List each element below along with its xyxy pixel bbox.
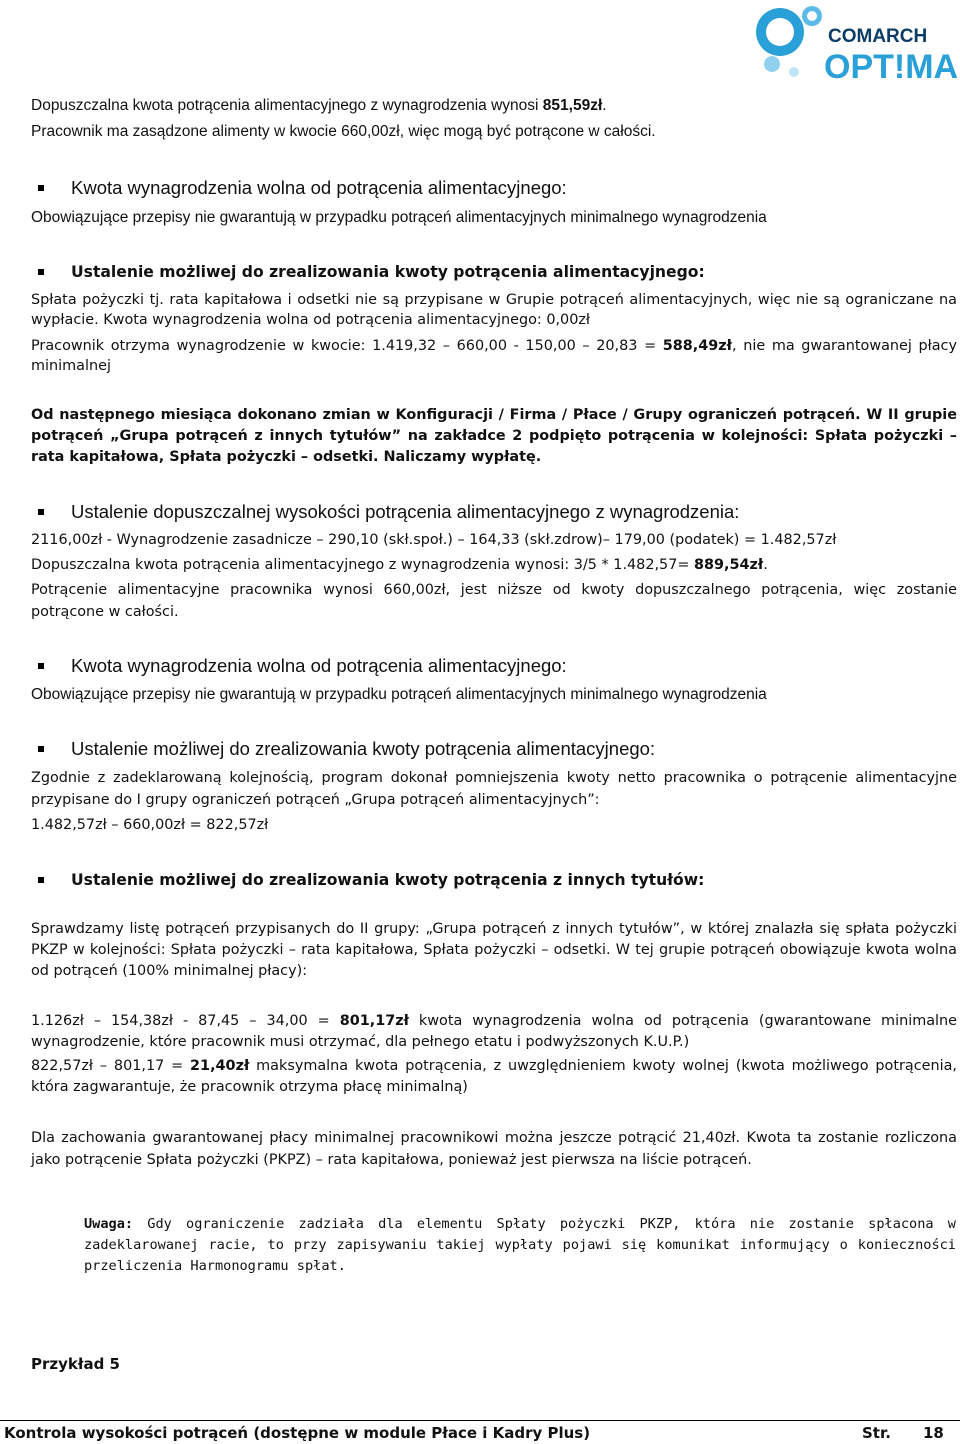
heading-possible-deduction-1: Ustalenie możliwej do zrealizowania kwoty potrącenia alimentacyjnego: xyxy=(38,262,705,282)
summary-line-2: Pracownik ma zasądzone alimenty w kwocie 660,00zł, więc mogą być potrącone w całości. xyxy=(31,123,656,140)
bullet-icon xyxy=(38,877,44,883)
guaranteed-pay-paragraph: Dla zachowania gwarantowanej płacy minimalnej pracownikowi można jeszcze potrącić 21,40zł. Kwota ta zostanie rozliczona jako potrącenie Spłata pożyczki (PKPZ) – rata kapitałowa, ponieważ jest pierwsza na liście potrąceń. xyxy=(31,1130,957,1168)
brand-bottom-text: OPT!MA xyxy=(824,48,959,84)
heading-free-amount-2: Kwota wynagrodzenia wolna od potrącenia alimentacyjnego: xyxy=(38,656,567,676)
brand-top-text: COMARCH xyxy=(828,26,928,47)
heading-other-deductions: Ustalenie możliwej do zrealizowania kwoty potrącenia z innych tytułów: xyxy=(38,870,704,890)
bullet-icon xyxy=(38,663,44,669)
second-group-paragraph: Sprawdzamy listę potrąceń przypisanych do II grupy: „Grupa potrąceń z innych tytułów”, w której znalazła się spłata pożyczki PKZP w kolejności: Spłata pożyczki – rata kapitałowa, Spłata pożyczki – odsetki. W tej grupie potrąceń obowiązuje kwota wolna od potrąceń (100% minimalnej płacy): xyxy=(31,921,957,979)
bullet-icon xyxy=(38,269,44,275)
footer-page-label: Str. xyxy=(862,1424,891,1442)
bullet-icon xyxy=(38,509,44,515)
comarch-optima-logo xyxy=(750,2,960,84)
allowed-deduction-line: Dopuszczalna kwota potrącenia alimentacyjnego z wynagrodzenia wynosi: 3/5 * 1.482,57= 889,54zł. xyxy=(31,557,768,573)
net-calc-line: 1.482,57zł – 660,00zł = 822,57zł xyxy=(31,817,269,833)
footer-divider xyxy=(0,1420,960,1421)
footer-page-number: 18 xyxy=(923,1424,944,1442)
config-change-paragraph: Od następnego miesiąca dokonano zmian w Konfiguracji / Firma / Płace / Grupy ograniczeń potrąceń. W II grupie potrąceń „Grupa potrąceń z innych tytułów” na zakładce 2 podpięto potrącenia w kolejności: Spłata pożyczki – rata kapitałowa, Spłata pożyczki – odsetki. Naliczamy wypłatę. xyxy=(31,407,957,465)
footer-title: Kontrola wysokości potrąceń (dostępne w module Płace i Kadry Plus) xyxy=(4,1424,591,1442)
free-amount-text-1: Obowiązujące przepisy nie gwarantują w przypadku potrąceń alimentacyjnych minimalnego wynagrodzenia xyxy=(31,209,767,226)
payout-paragraph: Pracownik otrzyma wynagrodzenie w kwocie: 1.419,32 – 660,00 - 150,00 – 20,83 = 588,49zł, nie ma gwarantowanej płacy minimalnej xyxy=(31,338,957,374)
free-amount-calc-paragraph: 1.126zł – 154,38zł - 87,45 – 34,00 = 801,17zł kwota wynagrodzenia wolna od potrącenia (gwarantowane minimalne wynagrodzenie, które pracownik musi otrzymać, dla pełnego etatu i podwyższonych K.U.P.) xyxy=(31,1013,958,1050)
note-label: Uwaga: xyxy=(84,1216,134,1232)
heading-possible-deduction-2: Ustalenie możliwej do zrealizowania kwoty potrącenia alimentacyjnego: xyxy=(38,739,655,759)
salary-calc-line: 2116,00zł - Wynagrodzenie zasadnicze – 290,10 (skł.społ.) – 164,33 (skł.zdrow)– 179,00 (podatek) = 1.482,57zł xyxy=(31,532,837,548)
declared-order-paragraph: Zgodnie z zadeklarowaną kolejnością, program dokonał pomniejszenia kwoty netto pracownika o potrącenie alimentacyjne przypisane do I grupy ograniczeń potrąceń „Grupa potrąceń alimentacyjnych”: xyxy=(31,770,957,808)
bullet-icon xyxy=(38,746,44,752)
example-label: Przykład 5 xyxy=(31,1355,120,1373)
heading-allowed-deduction: Ustalenie dopuszczalnej wysokości potrącenia alimentacyjnego z wynagrodzenia: xyxy=(38,502,739,522)
max-deduction-paragraph: 822,57zł – 801,17 = 21,40zł maksymalna kwota potrącenia, z uwzględnieniem kwoty wolnej (kwota możliwego potrącenia, która zagwarantuje, że pracownik otrzyma płacę minimalną) xyxy=(31,1058,958,1095)
bubbles-icon xyxy=(756,6,822,77)
deduction-full-paragraph: Potrącenie alimentacyjne pracownika wynosi 660,00zł, jest niższe od kwoty dopuszczalnego potrącenia, więc zostanie potrącone w całości. xyxy=(31,582,957,620)
bullet-icon xyxy=(38,185,44,191)
summary-line-1: Dopuszczalna kwota potrącenia alimentacyjnego z wynagrodzenia wynosi 851,59zł. xyxy=(31,97,607,114)
heading-free-amount-1: Kwota wynagrodzenia wolna od potrącenia alimentacyjnego: xyxy=(38,178,567,198)
warning-note: Uwaga: Gdy ograniczenie zadziała dla elementu Spłaty pożyczki PKZP, która nie zostanie spłacona w zadeklarowanej racie, to przy zapisywaniu takiej wypłaty pojawi się komunikat informujący o konieczności przeliczenia Harmonogramu spłat. xyxy=(84,1216,956,1274)
loan-paragraph: Spłata pożyczki tj. rata kapitałowa i odsetki nie są przypisane w Grupie potrąceń alimentacyjnych, więc nie są ograniczane na wypłacie. Kwota wynagrodzenia wolna od potrącenia alimentacyjnego: 0,00zł xyxy=(31,292,957,328)
optima-logo-graphic xyxy=(750,2,960,84)
free-amount-text-2: Obowiązujące przepisy nie gwarantują w przypadku potrąceń alimentacyjnych minimalnego wynagrodzenia xyxy=(31,686,767,703)
